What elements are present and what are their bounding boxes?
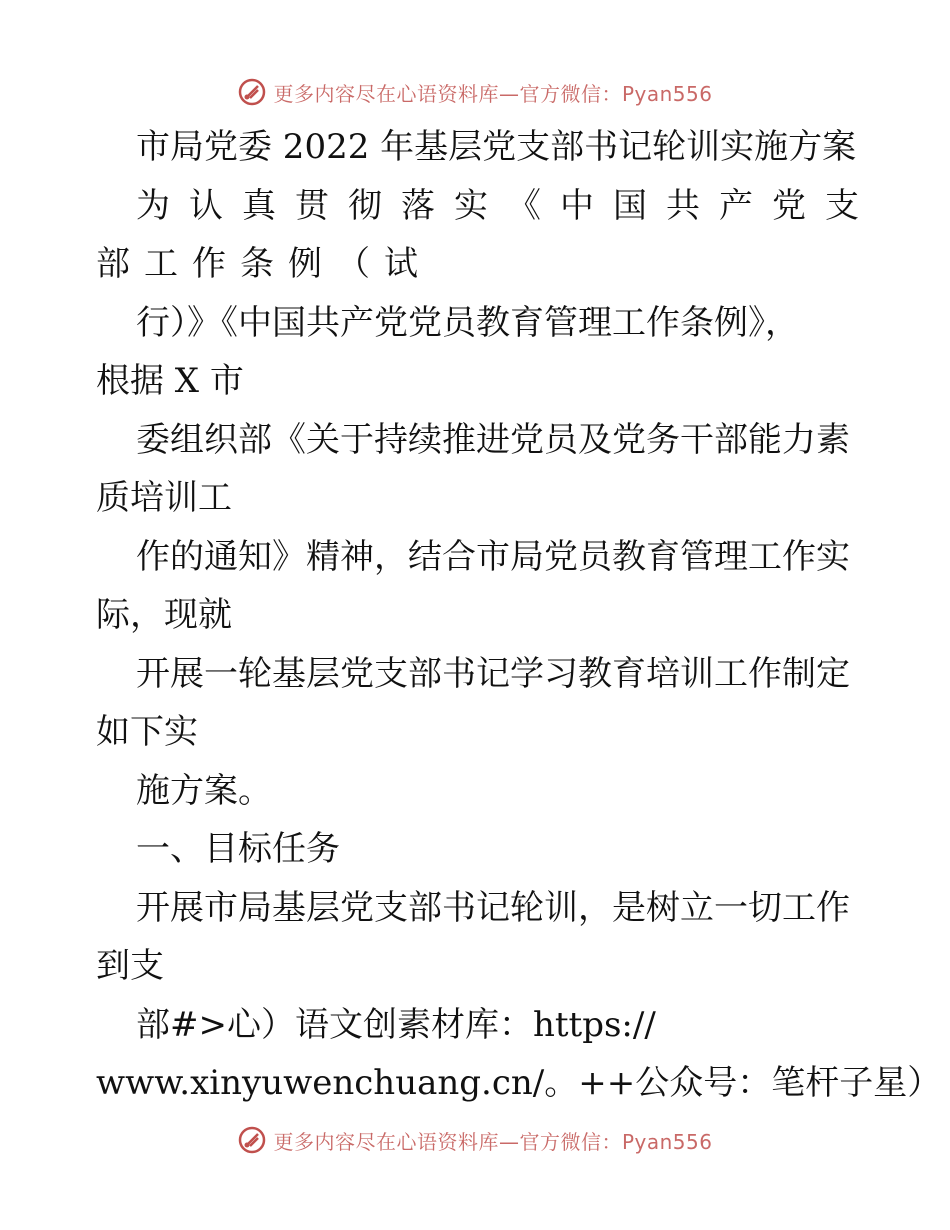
paragraph-line: 作的通知》精神，结合市局党员教育管理工作实: [136, 536, 850, 577]
watermark-wechat-text: 官方微信：Pyan556: [519, 81, 713, 106]
paragraph-line: 开展市局基层党支部书记轮训，是树立一切工作: [136, 887, 850, 928]
paragraph-line: 根据 X 市: [96, 361, 244, 401]
watermark-dash: —: [498, 81, 520, 106]
paragraph-line: 如下实: [96, 712, 198, 752]
watermark-text: [273, 1126, 712, 1155]
watermark-dash: —: [498, 1129, 520, 1154]
paragraph-line: 施方案。: [136, 770, 272, 811]
paragraph-line: www.xinyuwenchuang.cn/。++公众号：笔杆子星）: [96, 1063, 942, 1103]
header-watermark: [0, 72, 950, 112]
paragraph-line: 为认真贯彻落实《中国共产党支: [136, 185, 878, 226]
document-body: [96, 118, 942, 1113]
paragraph-line: 到支: [96, 946, 164, 986]
paragraph-line: 部工作条例（试: [96, 244, 432, 284]
paragraph-line: 部#>心）语文创素材库：https://: [136, 1004, 656, 1045]
paragraph-line: 开展一轮基层党支部书记学习教育培训工作制定: [136, 653, 850, 694]
watermark-site-text: 更多内容尽在心语资料库: [273, 81, 499, 106]
watermark-site-text: 更多内容尽在心语资料库: [273, 1129, 499, 1154]
paragraph-line: 际，现就: [96, 595, 232, 635]
paragraph-line: 委组织部《关于持续推进党员及党务干部能力素: [136, 419, 850, 460]
quill-seal-icon: [237, 1125, 267, 1155]
quill-seal-icon: [237, 77, 267, 107]
paragraph-line: 行）》《中国共产党党员教育管理工作条例》，: [136, 302, 799, 343]
footer-watermark: [0, 1120, 950, 1160]
section-heading: 一、目标任务: [136, 829, 340, 869]
watermark-text: [273, 78, 712, 107]
watermark-wechat-text: 官方微信：Pyan556: [519, 1129, 713, 1154]
document-title: 市局党委 2022 年基层党支部书记轮训实施方案: [136, 127, 857, 167]
paragraph-line: 质培训工: [96, 478, 232, 518]
